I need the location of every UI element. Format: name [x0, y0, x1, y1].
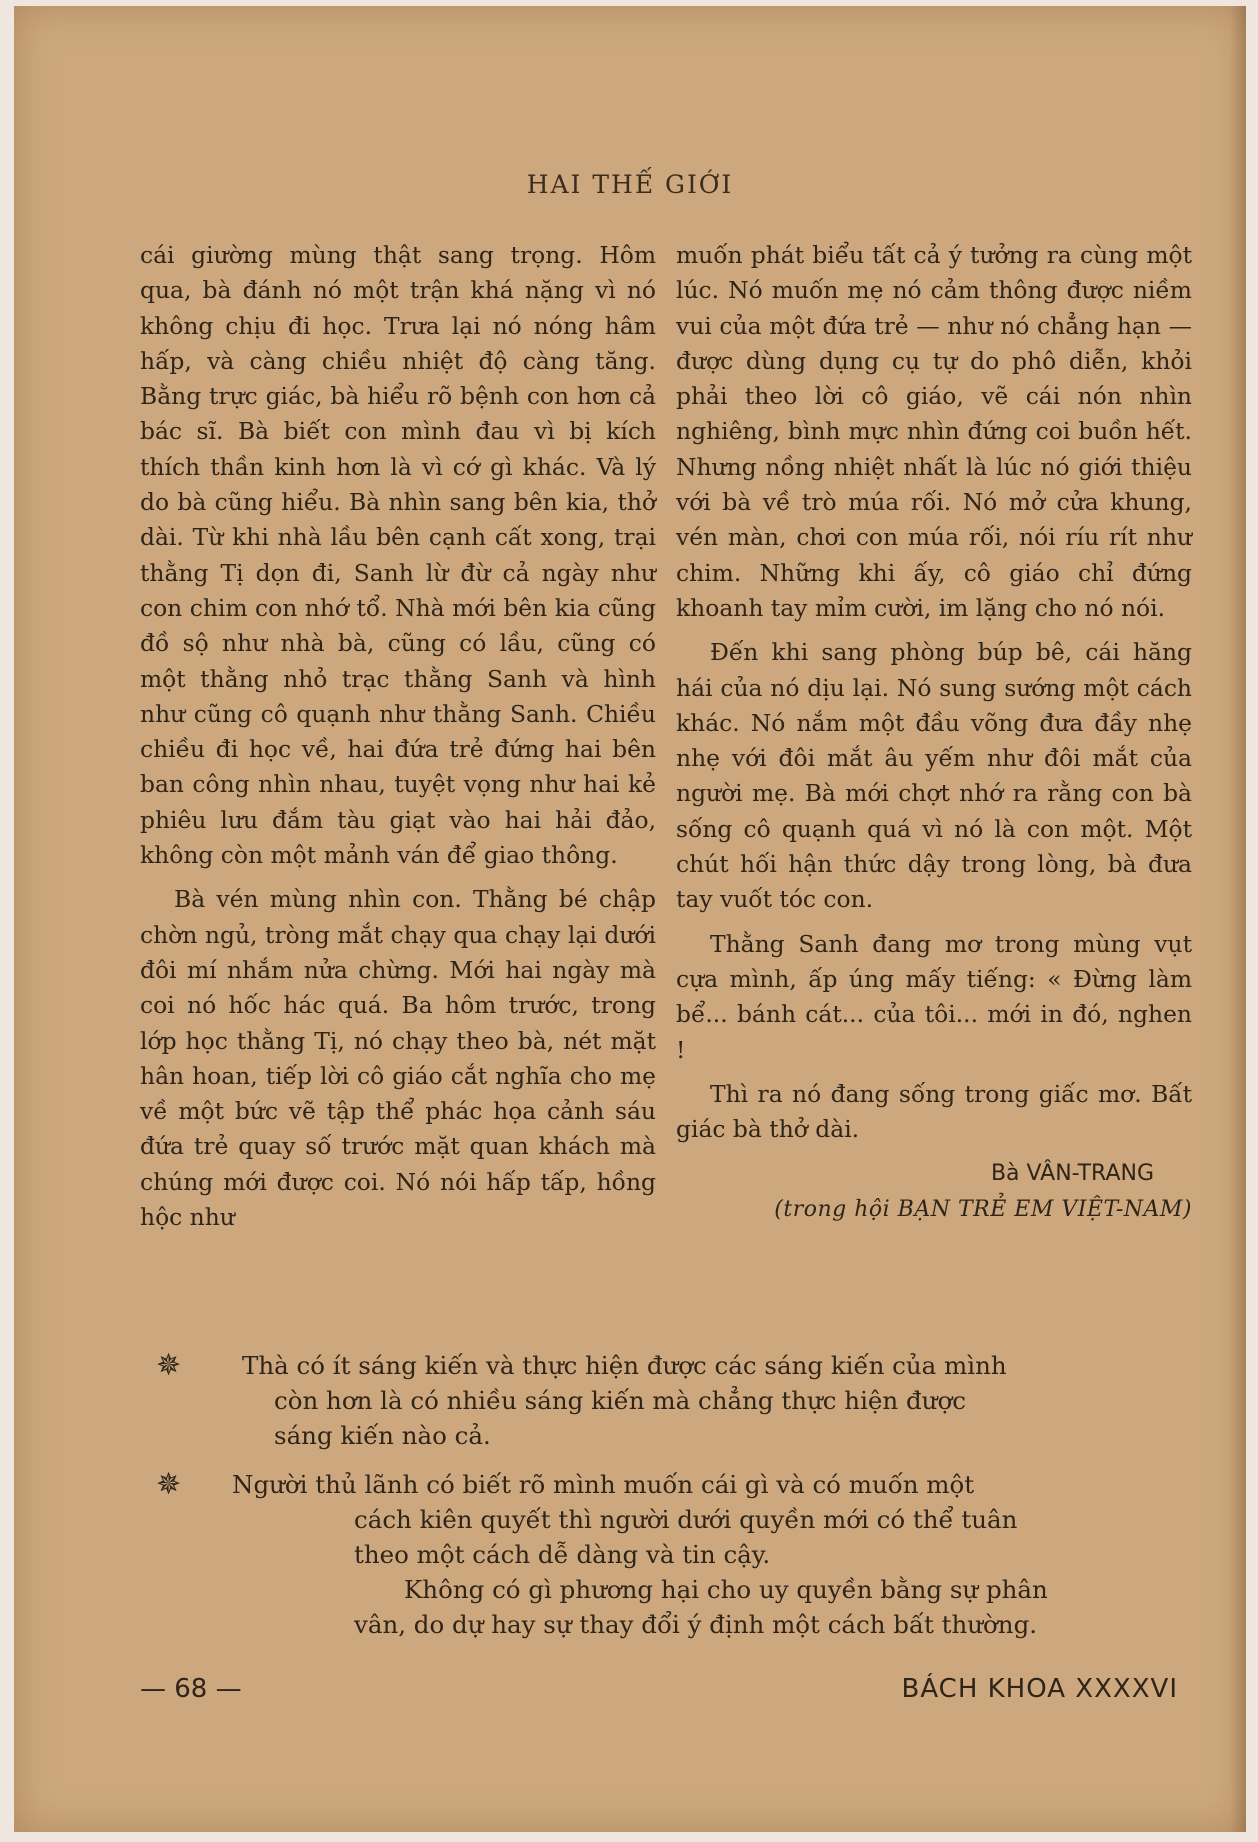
right-paragraph: Thằng Sanh đang mơ trong mùng vụt cựa mình, ấp úng mấy tiếng: « Đừng làm bể... bánh cát... của tôi... mới in đó, nghen !: [676, 929, 1192, 1064]
star-bullet-icon: ✵: [156, 1348, 182, 1383]
quote-item: [144, 1348, 1194, 1453]
left-column: [140, 238, 656, 1244]
book-page: [14, 6, 1246, 1832]
quote-line: Thà có ít sáng kiến và thực hiện được các sáng kiến của mình: [242, 1351, 1007, 1380]
quote-line: vân, do dự hay sự thay đổi ý định một cách bất thường.: [354, 1610, 1038, 1639]
right-paragraph: muốn phát biểu tất cả ý tưởng ra cùng một lúc. Nó muốn mẹ nó cảm thông được niềm vui của một đứa trẻ — như nó chẳng hạn — được dùng dụng cụ tự do phô diễn, khỏi phải theo lời cô giáo, vẽ cái nón nhìn nghiêng, bình mực nhìn đứng coi buồn hết. Nhưng nồng nhiệt nhất là lúc nó giới thiệu với bà về trò múa rối. Nó mở cửa khung, vén màn, chơi con múa rối, nói ríu rít như chim. Những khi ấy, cô giáo chỉ đứng khoanh tay mỉm cười, im lặng cho nó nói.: [676, 241, 1192, 622]
quote-line: cách kiên quyết thì người dưới quyền mới có thể tuân: [354, 1505, 1018, 1534]
right-paragraph: Thì ra nó đang sống trong giấc mơ. Bất giác bà thở dài.: [676, 1079, 1192, 1144]
quote-line: theo một cách dễ dàng và tin cậy.: [354, 1540, 771, 1569]
right-column: [676, 238, 1192, 1227]
quote-line: còn hơn là có nhiều sáng kiến mà chẳng thực hiện được: [274, 1386, 966, 1415]
left-paragraph: Bà vén mùng nhìn con. Thằng bé chập chờn ngủ, tròng mắt chạy qua chạy lại dưới đôi mí nhắm nửa chừng. Mới hai ngày mà coi nó hốc hác quá. Ba hôm trước, trong lớp học thằng Tị, nó chạy theo bà, nét mặt hân hoan, tiếp lời cô giáo cắt nghĩa cho mẹ về một bức vẽ tập thể phác họa cảnh sáu đứa trẻ quay số trước mặt quan khách mà chúng mới được coi. Nó nói hấp tấp, hồng hộc như: [140, 885, 656, 1232]
author-byline: Bà VÂN-TRANG: [990, 1161, 1154, 1187]
quote-line: Không có gì phương hại cho uy quyền bằng sự phân: [404, 1575, 1048, 1604]
page-edge-shadow: [1230, 6, 1246, 1832]
star-bullet-icon: ✵: [156, 1467, 182, 1502]
journal-title: BÁCH KHOA XXXXVI: [901, 1674, 1178, 1704]
quotes-section: [144, 1348, 1194, 1656]
quote-item: [144, 1467, 1194, 1642]
right-paragraph: Đến khi sang phòng búp bê, cái hăng hái của nó dịu lại. Nó sung sướng một cách khác. Nó nắm một đầu võng đưa đầy nhẹ nhẹ với đôi mắt âu yếm như đôi mắt của người mẹ. Bà mới chợt nhớ ra rằng con bà sống cô quạnh quá vì nó là con một. Một chút hối hận thức dậy trong lòng, bà đưa tay vuốt tóc con.: [676, 638, 1192, 914]
quote-line: sáng kiến nào cả.: [274, 1421, 491, 1450]
page-number: — 68 —: [140, 1674, 242, 1704]
source-credit: (trong hội BẠN TRẺ EM VIỆT-NAM): [774, 1196, 1192, 1222]
running-head: HAI THẾ GIỚI: [526, 170, 734, 199]
quote-line: Người thủ lãnh có biết rõ mình muốn cái gì và có muốn một: [232, 1470, 975, 1499]
left-paragraph: cái giường mùng thật sang trọng. Hôm qua, bà đánh nó một trận khá nặng vì nó không chịu đi học. Trưa lại nó nóng hâm hấp, và càng chiều nhiệt độ càng tăng. Bằng trực giác, bà hiểu rõ bệnh con hơn cả bác sĩ. Bà biết con mình đau vì bị kích thích thần kinh hơn là vì cớ gì khác. Và lý do bà cũng hiểu. Bà nhìn sang bên kia, thở dài. Từ khi nhà lầu bên cạnh cất xong, trại thằng Tị dọn đi, Sanh lừ đừ cả ngày như con chim con nhớ tổ. Nhà mới bên kia cũng đồ sộ như nhà bà, cũng có lầu, cũng có một thằng nhỏ trạc thằng Sanh và hình như cũng cô quạnh như thằng Sanh. Chiều chiều đi học về, hai đứa trẻ đứng hai bên ban công nhìn nhau, tuyệt vọng như hai kẻ phiêu lưu đắm tàu giạt vào hai hải đảo, không còn một mảnh ván để giao thông.: [140, 241, 656, 870]
